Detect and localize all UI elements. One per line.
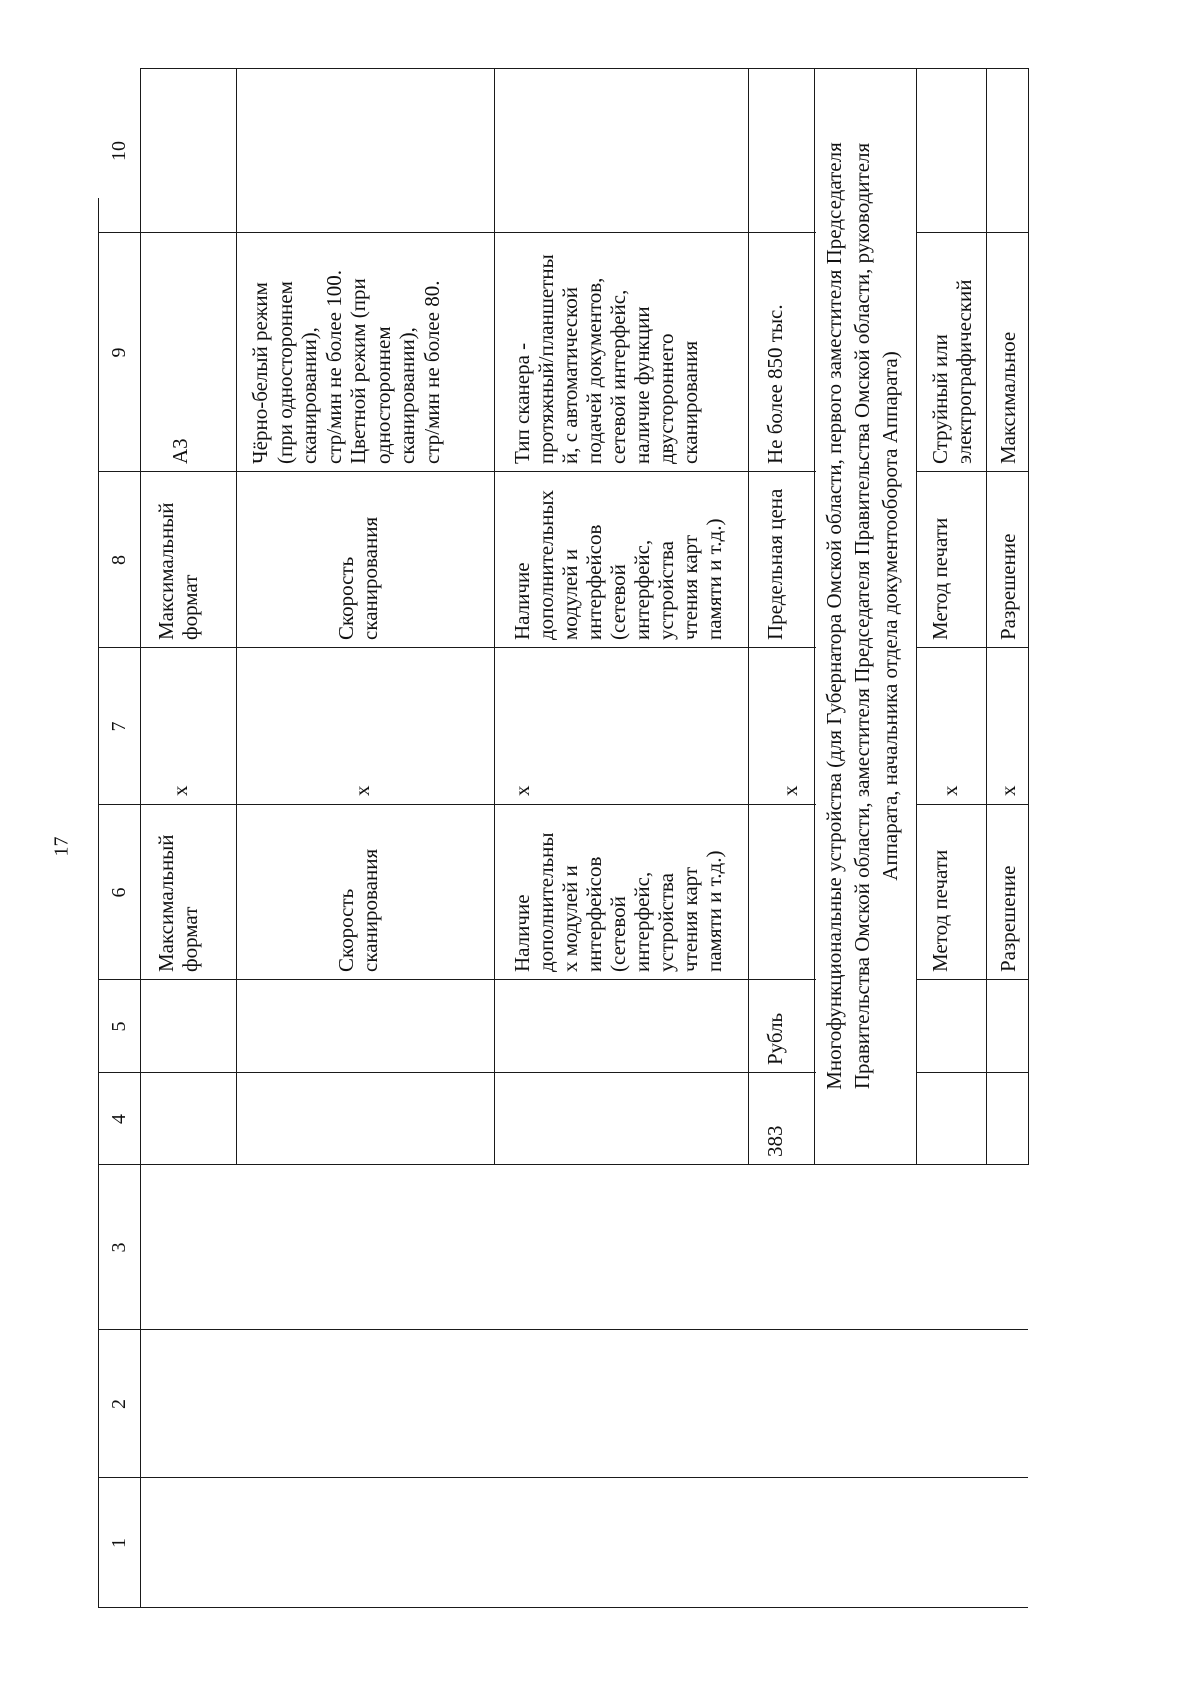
col-rule-1 [98, 1477, 1028, 1478]
table-top-border [98, 198, 99, 1608]
col-rule-9b [916, 232, 1028, 233]
col-number-2: 2 [108, 1399, 130, 1409]
col-rule-6b [916, 804, 1028, 805]
cell-r1-c8: Максимальный формат [154, 502, 202, 640]
cell-r3-c9: Тип сканера - протяжный/планшетны й, с автоматической подачей документов, сетевой интерфейс, наличие функции двустороннего сканирования [510, 254, 702, 464]
col-rule-0 [98, 1607, 1028, 1608]
cell-r1-c9: А3 [168, 438, 192, 464]
col-number-9: 9 [108, 347, 130, 358]
col-rule-3 [98, 1164, 1028, 1165]
col-rule-2 [98, 1329, 1028, 1330]
cell-r2-c8: Скорость сканирования [334, 516, 382, 640]
requirements-table [98, 68, 1118, 1608]
cell-print-method-c7: x [938, 785, 962, 796]
col-rule-5b [916, 979, 1028, 980]
cell-r4-c4: 383 [763, 1125, 787, 1157]
cell-resolution-c7: x [996, 785, 1020, 796]
col-rule-5 [98, 979, 816, 980]
col-rule-6 [98, 804, 816, 805]
cell-resolution-c6: Разрешение [996, 865, 1020, 972]
cell-r3-c7: x [510, 785, 534, 796]
col-number-1: 1 [108, 1538, 130, 1548]
col-rule-10 [140, 68, 1028, 69]
col-number-4: 4 [108, 1114, 130, 1124]
cell-r4-c9: Не более 850 тыс. [763, 304, 787, 464]
cell-r3-c6: Наличие дополнительны х модулей и интерфейсов (сетевой интерфейс, устройства чтения карт памяти и т.д.) [510, 832, 726, 972]
col-number-5: 5 [108, 1021, 130, 1032]
cell-print-method-c6: Метод печати [928, 849, 952, 972]
cell-r1-c7: x [168, 785, 192, 796]
col-rule-8b [916, 471, 1028, 472]
table-bottom-border [1028, 68, 1029, 1165]
col-number-6: 6 [108, 887, 130, 898]
cell-r1-c6: Максимальный формат [154, 834, 202, 972]
cell-r3-c8: Наличие дополнительных модулей и интерфейсов (сетевой интерфейс, устройства чтения карт памяти и т.д.) [510, 489, 726, 640]
header-rule [140, 68, 141, 1608]
col-rule-9 [98, 232, 816, 233]
cell-print-method-c8: Метод печати [928, 517, 952, 640]
col-rule-4 [98, 1072, 816, 1073]
cell-print-method-c9: Струйный или электрографический [928, 279, 976, 464]
col-number-7: 7 [108, 721, 130, 732]
cell-r2-c7: x [350, 785, 374, 796]
section-header-mfd: Многофункциональные устройства (для Губернатора Омской области, первого заместителя Председателя Правительства Омской области, заместителя Председателя Правительства Омской области, руководителя Аппарата, начальника отдела документооборота Аппарата) [822, 142, 902, 1090]
cell-r4-c8: Предельная цена [763, 488, 787, 640]
page-number: 17 [50, 836, 73, 857]
cell-r2-c9: Чёрно-белый режим (при одностороннем сканировании), стр/мин не более 100. Цветной режим (при одностороннем сканировании), стр/мин не более 80. [248, 270, 444, 464]
cell-resolution-c9: Максимальное [996, 331, 1020, 464]
col-rule-4b [916, 1072, 1028, 1073]
cell-r4-c5: Рубль [763, 1012, 787, 1065]
col-number-8: 8 [108, 555, 130, 565]
col-rule-8 [98, 471, 816, 472]
cell-resolution-c8: Разрешение [996, 533, 1020, 640]
col-rule-7 [98, 647, 816, 648]
col-number-3: 3 [108, 1242, 130, 1253]
cell-r2-c6: Скорость сканирования [334, 848, 382, 972]
col-rule-7b [916, 647, 1028, 648]
cell-r4-c7: x [778, 785, 802, 796]
col-number-10: 10 [108, 141, 130, 161]
